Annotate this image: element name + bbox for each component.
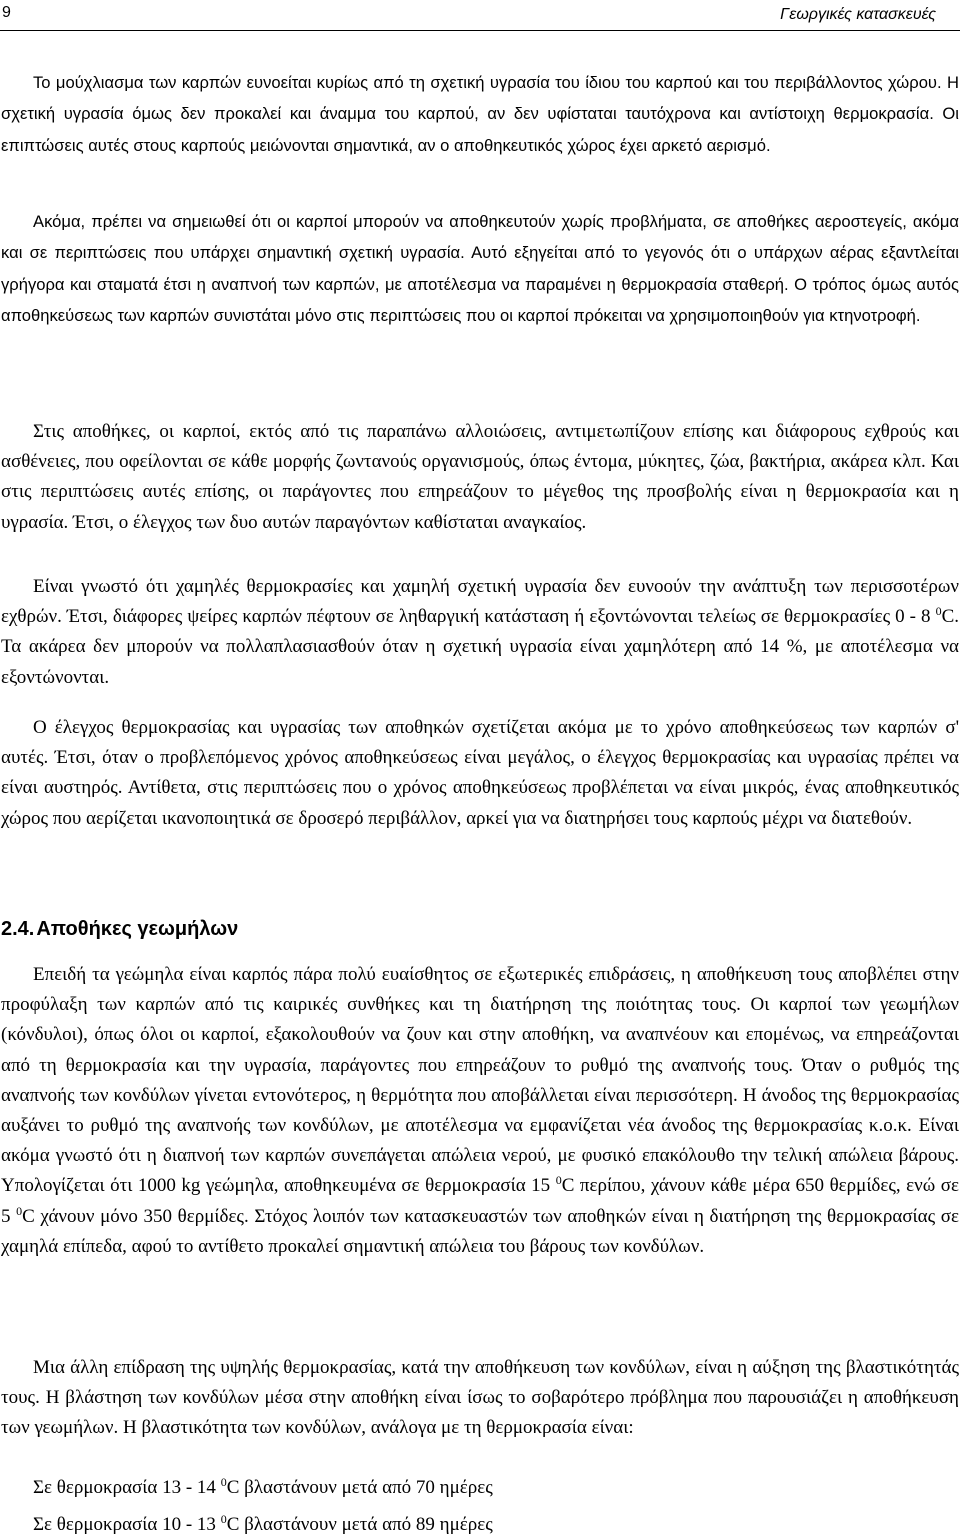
degree-superscript: 0 bbox=[220, 1475, 227, 1489]
degree-superscript: 0 bbox=[935, 604, 942, 619]
paragraph-mold: Το μούχλιασμα των καρπών ευνοείται κυρίως από τη σχετική υγρασία του ίδιου του καρπού και του περιβάλλοντος χώρου. Η σχετική υγρασία όμως δεν προκαλεί και άναμμα του καρπού, αν δεν υφίσταται ταυτόχρονα και αντίστοιχη θερμοκρασία. Οι επιπτώσεις αυτές στους καρπούς μειώνονται σημαντικά, αν ο αποθηκευτικός χώρος έχει αρκετό αερισμό. bbox=[1, 73, 959, 155]
page-header bbox=[0, 0, 960, 31]
list-item-prefix: Σε θερμοκρασία 13 - 14 bbox=[33, 1477, 221, 1498]
list-item-suffix: C βλαστάνουν μετά από 89 ημέρες bbox=[226, 1514, 493, 1535]
degree-superscript: 0 bbox=[220, 1512, 227, 1526]
paragraph-sprouting: Μια άλλη επίδραση της υψηλής θερμοκρασίας, κατά την αποθήκευση των κονδύλων, είναι η αύξηση της βλαστικότητάς τους. Η βλάστηση των κονδύλων μέσα στην αποθήκη είναι ίσως το σοβαρότερο πρόβλημα που παρουσιάζει η αποθήκευση των γεωμήλων. Η βλαστικότητα των κονδύλων, ανάλογα με τη θερμοκρασία είναι: bbox=[1, 1357, 959, 1439]
paragraph-low-temp-part1: Είναι γνωστό ότι χαμηλές θερμοκρασίες και χαμηλή σχετική υγρασία δεν ευνοούν την ανάπτυξη των περισσοτέρων εχθρών. Έτσι, διάφορες ψείρες καρπών πέφτουν σε ληθαργική κατάσταση ή εξοντώνονται τελείως σε θερμοκρασίες 0 - 8 bbox=[1, 576, 959, 628]
sprouting-list-item bbox=[33, 1510, 493, 1540]
paragraph-low-temp-part2: C. Τα ακάρεα δεν μπορούν να πολλαπλασιασθούν όταν η σχετική υγρασία είναι χαμηλότερη από 14 %, με αποτέλεσμα να εξοντώνονται. bbox=[1, 606, 959, 688]
potato-text-part2: C περίπου, χάνουν κάθε μέρα 650 θερμίδες, ενώ σε 5 bbox=[1, 1175, 959, 1227]
sprouting-list-item bbox=[33, 1473, 493, 1503]
paragraph-low-temperature bbox=[1, 572, 959, 693]
paragraph-potato-storage bbox=[1, 960, 959, 1262]
degree-superscript: 0 bbox=[16, 1203, 23, 1218]
degree-superscript: 0 bbox=[555, 1173, 562, 1188]
section-heading bbox=[1, 914, 238, 944]
list-item-suffix: C βλαστάνουν μετά από 70 ημέρες bbox=[226, 1477, 493, 1498]
paragraph-storage-time: Ο έλεγχος θερμοκρασίας και υγρασίας των αποθηκών σχετίζεται ακόμα με το χρόνο αποθηκεύσεως των καρπών σ' αυτές. Έτσι, όταν ο προβλεπόμενος χρόνος αποθηκεύσεως είναι μεγάλος, ο έλεγχος θερμοκρασίας και υγρασίας πρέπει να είναι αυστηρός. Αντίθετα, στις περιπτώσεις που ο χρόνος αποθηκεύσεως προβλέπεται να είναι μικρός, ένας αποθηκευτικός χώρος που αερίζεται ικανοποιητικά σε δροσερό περιβάλλον, αρκεί για να διατηρήσει τους καρπούς μέχρι να διατεθούν. bbox=[1, 717, 959, 829]
page-number: 9 bbox=[2, 4, 11, 21]
potato-text-part3: C χάνουν μόνο 350 θερμίδες. Στόχος λοιπόν των κατασκευαστών των αποθηκών είναι η διατήρηση της θερμοκρασίας σε χαμηλά επίπεδα, αφού το αντίθετο προκαλεί σημαντική απώλεια του βάρους των κονδύλων. bbox=[1, 1205, 959, 1257]
paragraph-airtight-storage: Ακόμα, πρέπει να σημειωθεί ότι οι καρποί μπορούν να αποθηκευτούν χωρίς προβλήματα, σε αποθήκες αεροστεγείς, ακόμα και σε περιπτώσεις που υπάρχει σημαντική σχετική υγρασία. Αυτό εξηγείται από το γεγονός ότι ο υπάρχων αέρας εξαντλείται γρήγορα και σταματά έτσι η αναπνοή των καρπών, με αποτέλεσμα να παραμένει η θερμοκρασία σταθερή. Ο τρόπος όμως αυτός αποθηκεύσεως των καρπών συνιστάται μόνο στις περιπτώσεις που οι καρποί πρόκειται να χρησιμοποιηθούν για κτηνοτροφή. bbox=[1, 212, 959, 325]
paragraph-pests bbox=[1, 417, 959, 538]
section-number: 2.4. bbox=[1, 918, 35, 940]
list-item-prefix: Σε θερμοκρασία 10 - 13 bbox=[33, 1514, 221, 1535]
running-title: Γεωργικές κατασκευές bbox=[780, 6, 936, 23]
potato-text-part1: Επειδή τα γεώμηλα είναι καρπός πάρα πολύ ευαίσθητος σε εξωτερικές επιδράσεις, η αποθήκευση τους αποβλέπει στην προφύλαξη των καρπών από τις καιρικές συνθήκες και τη διατήρηση της ποιότητας τους. Οι καρποί των γεωμήλων (κόνδυλοι), όπως όλοι οι καρποί, εξακολουθούν να ζουν και στην αποθήκη, να αναπνέουν και επομένως, να επηρεάζονται από τη θερμοκρασία και την υγρασία, παράγοντες που επηρεάζουν το ρυθμό της αναπνοής τους. Όταν ο ρυθμός της αναπνοής των κονδύλων γίνεται εντονότερος, η θερμότητα που αποβάλλεται είναι περισσότερη. Η άνοδος της θερμοκρασίας αυξάνει το ρυθμό της αναπνοής των κονδύλων, με αποτέλεσμα να εμφανίζεται νέα άνοδος της θερμοκρασίας κ.ο.κ. Είναι ακόμα γνωστό ότι η διαπνοή των καρπών συνεπάγεται απώλεια νερού, με φυσικό επακόλουθο την τελική απώλεια βάρους. Υπολογίζεται ότι 1000 kg γεώμηλα, αποθηκευμένα σε θερμοκρασία 15 bbox=[1, 964, 959, 1197]
section-title: Αποθήκες γεωμήλων bbox=[36, 918, 239, 940]
paragraph-pests-text: Στις αποθήκες, οι καρποί, εκτός από τις παραπάνω αλλοιώσεις, αντιμετωπίζουν επίσης και διάφορους εχθρούς και ασθένειες, που οφείλονται σε κάθε μορφής ζωντανούς οργανισμούς, όπως έντομα, μύκητες, ζώα, βακτήρια, ακάρεα κλπ. Και στις περιπτώσεις αυτές επίσης, οι παράγοντες που επηρεάζουν το μέγεθος της προσβολής είναι η θερμοκρασία και η υγρασία. Έτσι, ο έλεγχος των δυο αυτών παραγόντων καθίσταται αναγκαίος. bbox=[1, 421, 959, 533]
